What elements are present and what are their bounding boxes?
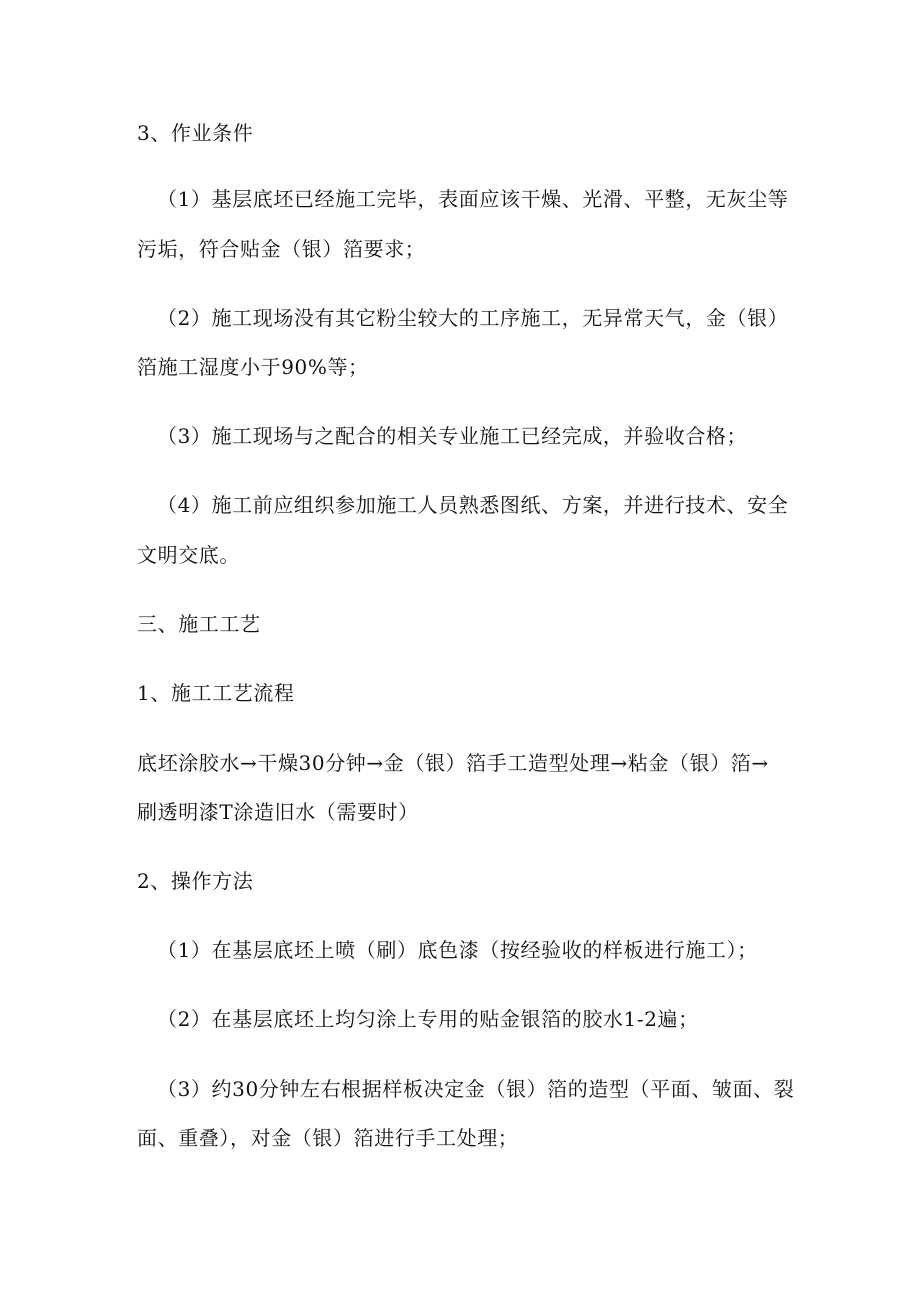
section-heading-process-flow: 1、施工工艺流程: [137, 681, 295, 705]
method-1-line-1: （1）在基层底坯上喷（刷）底色漆（按经验收的样板进行施工）；: [157, 938, 758, 962]
method-3-line-1: （3）约30分钟左右根据样板决定金（银）箔的造型（平面、皱面、裂: [157, 1077, 795, 1101]
condition-4-line-1: （4）施工前应组织参加施工人员熟悉图纸、方案，并进行技术、安全: [157, 493, 789, 517]
condition-1-line-2: 污垢，符合贴金（银）箔要求；: [137, 237, 426, 261]
condition-2-line-1: （2）施工现场没有其它粉尘较大的工序施工，无异常天气，金（银）: [157, 306, 789, 330]
condition-2-line-2: 箔施工湿度小于90%等；: [137, 355, 369, 379]
method-2-line-1: （2）在基层底坯上均匀涂上专用的贴金银箔的胶水1-2遍；: [157, 1007, 699, 1031]
process-flow-line-2: 刷透明漆T涂造旧水（需要时）: [137, 800, 419, 824]
method-3-line-2: 面、重叠），对金（银）箔进行手工处理；: [137, 1126, 519, 1150]
condition-3-line-1: （3）施工现场与之配合的相关专业施工已经完成，并验收合格；: [157, 424, 748, 448]
condition-4-line-2: 文明交底。: [137, 543, 240, 567]
section-heading-work-conditions: 3、作业条件: [137, 121, 254, 145]
section-heading-operation-method: 2、操作方法: [137, 869, 254, 893]
part-heading-construction-process: 三、施工工艺: [137, 612, 261, 636]
process-flow-line-1: 底坯涂胶水→干燥30分钟→金（银）箔手工造型处理→粘金（银）箔→: [137, 751, 769, 775]
condition-1-line-1: （1）基层底坯已经施工完毕，表面应该干燥、光滑、平整，无灰尘等: [157, 187, 789, 211]
